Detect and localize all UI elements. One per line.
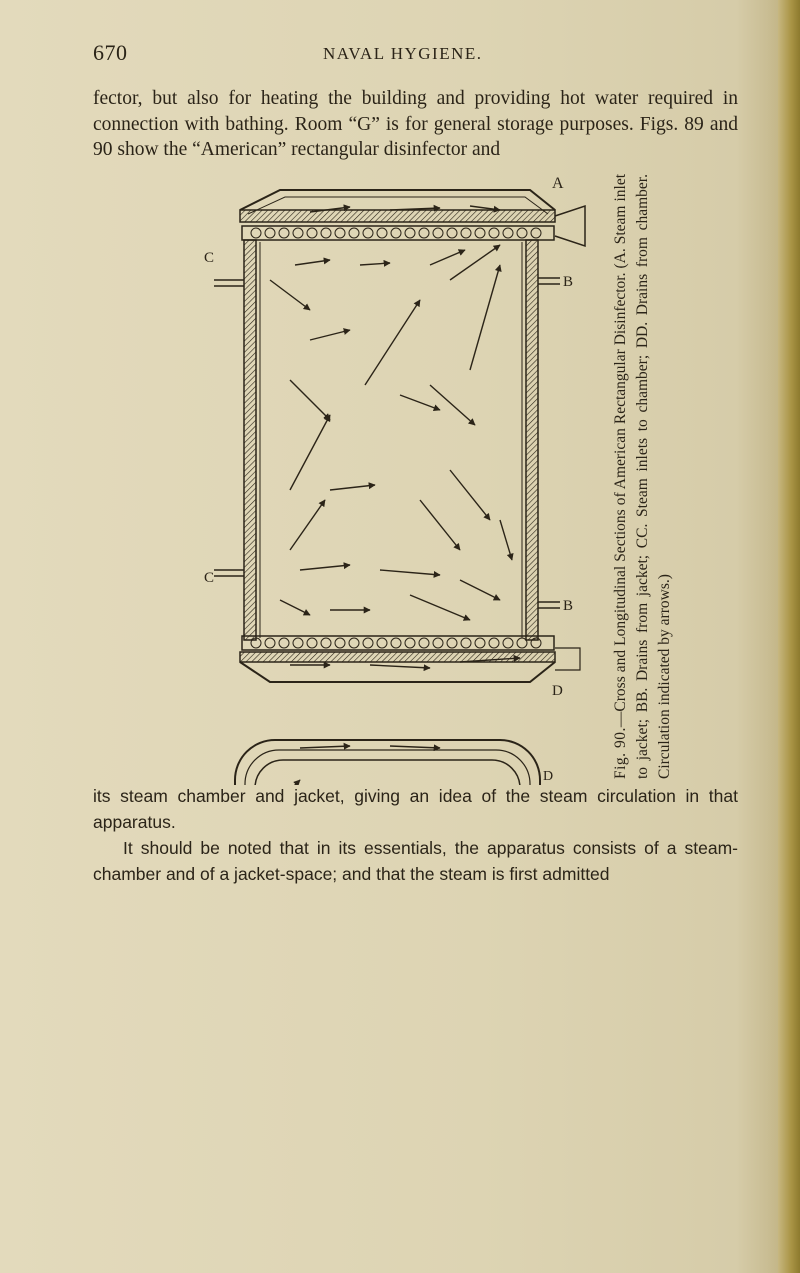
bottom-line-2: It should be noted that in its essentials, the apparatus consists of a steam-chamber and of a jacket-space; and that the steam is first admitted: [93, 838, 738, 884]
label-a: A: [552, 175, 564, 192]
body-paragraph-top: fector, but also for heating the building and providing hot water required in connection with bathing. Room “G” is for general storage purposes. Figs. 89 and 90 show the “American” rectangular disinfector and: [93, 88, 738, 160]
body-paragraph-bottom: [93, 783, 738, 887]
caption-text: —Cross and Longitudinal Sections of American Rectangular Disinfector. (A. Steam inlet to jacket; BB. Drains from jacket; CC. Steam inlets to chamber; DD. Drains from chamber. Circulation indicated by arrows.): [612, 174, 673, 779]
page-number: 670: [93, 40, 128, 65]
label-c-upper: C: [204, 250, 215, 266]
label-b-lower: B: [563, 598, 574, 614]
label-d-cross: D: [543, 769, 554, 784]
longitudinal-section: [214, 190, 585, 682]
bottom-line-1: its steam chamber and jacket, giving an idea of the steam circulation in that apparatus.: [93, 786, 738, 832]
page-header: [93, 40, 733, 70]
figure-number: Fig. 90.: [612, 727, 629, 779]
label-b-upper: B: [563, 274, 574, 290]
page-edge: [778, 0, 800, 1273]
cross-section: [210, 740, 570, 785]
disinfector-drawing: [200, 170, 595, 785]
figure-caption: [610, 174, 673, 779]
figure-disinfector-sections: [200, 170, 595, 785]
label-d-lower: D: [552, 683, 563, 699]
running-head: NAVAL HYGIENE.: [323, 44, 483, 63]
label-c-lower: C: [204, 570, 215, 586]
